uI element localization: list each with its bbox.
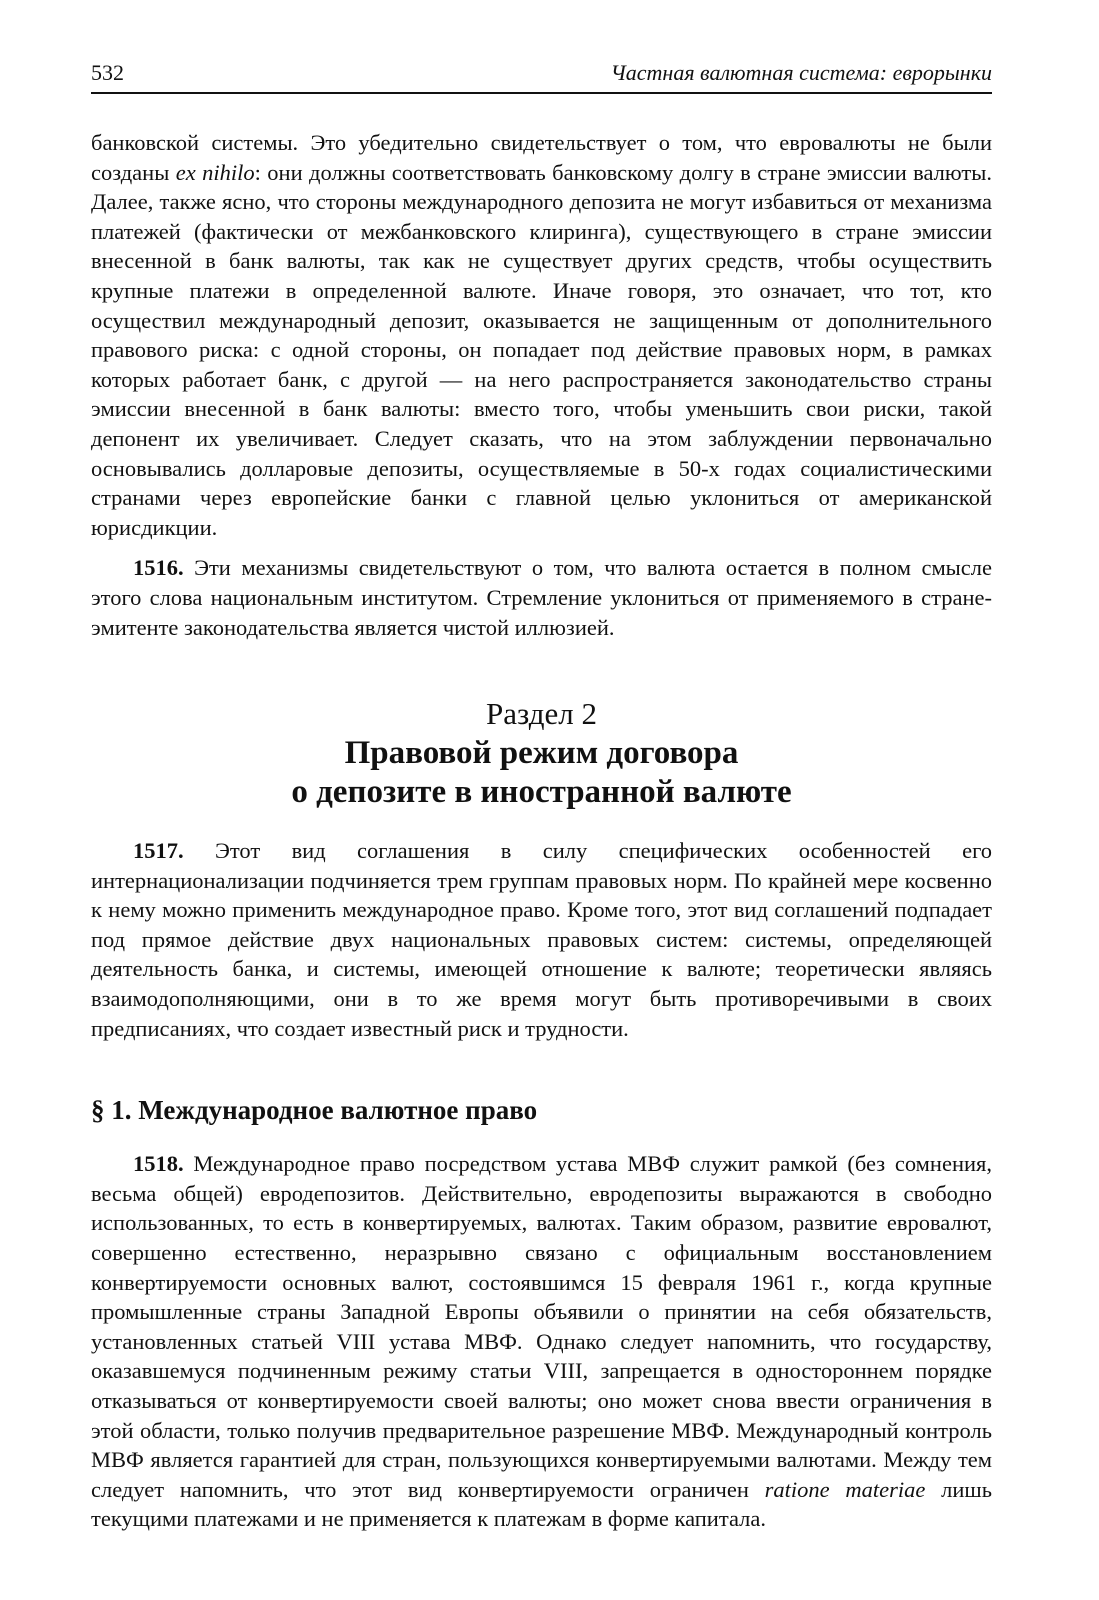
- section-heading: [91, 694, 992, 812]
- subsection-title: § 1. Международное валютное право: [91, 1095, 538, 1126]
- paragraph-1518: [91, 1149, 992, 1534]
- paragraph-number: 1516.: [133, 555, 184, 581]
- paragraph-1517: [91, 836, 992, 1043]
- paragraph-text: банковской системы. Это убедительно свидетельствует о том, что евровалюты не были созданы: [91, 130, 992, 185]
- book-page: [91, 58, 992, 1534]
- running-title: Частная валютная система: еврорынки: [610, 60, 992, 85]
- page-number: 532: [91, 60, 124, 85]
- paragraph-number: 1517.: [133, 838, 184, 864]
- paragraph-text: Эти механизмы свидетельствуют о том, что валюта остается в полном смысле этого слова национальным институтом. Стремление уклониться от применяемого в стране-эмитенте законодательства является чистой иллюзией.: [91, 555, 992, 640]
- paragraph-text: Международное право посредством устава МВФ служит рамкой (без сомнения, весьма общей) евродепозитов. Действительно, евродепозиты выражаются в свободно использованных, то есть в конвертируемых, валютах. Таким образом, развитие евровалют, совершенно естественно, неразрывно связано с официальным восстановлением конвертируемости основных валют, состоявшимся 15 февраля 1961 г., когда крупные промышленные страны Западной Европы объявили о принятии на себя обязательств, установленных статьей VIII устава МВФ. Однако следует напомнить, что государству, оказавшемуся подчиненным режиму статьи VIII, запрещается в одностороннем порядке отказываться от конвертируемости своей валюты; оно может снова ввести ограничения в этой области, только получив предварительное разрешение МВФ. Международный контроль МВФ является гарантией для стран, пользующихся конвертируемыми валютами. Между тем следует напомнить, что этот вид конвертируемости ограничен: [91, 1151, 992, 1502]
- latin-phrase: ratione materiae: [764, 1476, 926, 1502]
- section-label: Раздел 2: [486, 696, 597, 732]
- paragraph-intro: [91, 128, 992, 542]
- running-header: [91, 58, 992, 94]
- section-title-line-1: Правовой режим договора: [344, 735, 739, 772]
- body-text: [91, 128, 992, 1534]
- paragraph-text: лишь текущими платежами и не применяется к платежам в форме капитала.: [91, 1476, 993, 1532]
- latin-phrase: ex nihilo: [175, 159, 255, 185]
- section-title-line-2: о депозите в иностранной валюте: [291, 774, 792, 811]
- paragraph-text: : они должны соответствовать банковскому долгу в стране эмиссии валюты. Далее, также ясно, что стороны международного депозита не могут избавиться от механизма платежей (фактически от межбанковского клиринга), существующего в стране эмиссии внесенной в банк валюты, так как не существует других средств, чтобы осуществить крупные платежи в определенной валюте. Иначе говоря, это означает, что тот, кто осуществил международный депозит, оказывается не защищенным от дополнительного правового риска: с одной стороны, он попадает под действие правовых норм, в рамках которых работает банк, с другой — на него распространяется законодательство страны эмиссии внесенной в банк валюты: вместо того, чтобы уменьшить свои риски, такой депонент их увеличивает. Следует сказать, что на этом заблуждении первоначально основывались долларовые депозиты, осуществляемые в 50-х годах социалистическими странами через европейские банки с главной целью уклониться от американской юрисдикции.: [91, 159, 992, 540]
- paragraph-number: 1518.: [133, 1151, 184, 1177]
- paragraph-text: Этот вид соглашения в силу специфических особенностей его интернационализации подчиняется трем группам правовых норм. По крайней мере косвенно к нему можно применить международное право. Кроме того, этот вид соглашений подпадает под прямое действие двух национальных правовых систем: системы, определяющей деятельность банка, и системы, имеющей отношение к валюте; теоретически являясь взаимодополняющими, они в то же время могут быть противоречивыми в своих предписаниях, что создает известный риск и трудности.: [91, 838, 992, 1041]
- paragraph-1516: [91, 553, 992, 642]
